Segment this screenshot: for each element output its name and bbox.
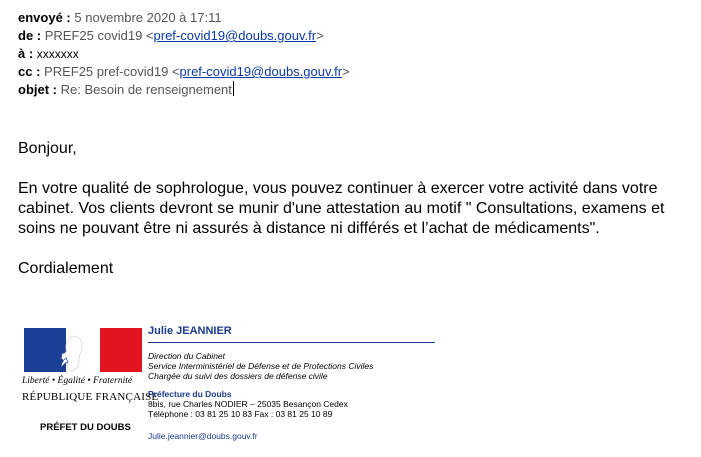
from-end: > — [316, 28, 324, 43]
devise-text: Liberté • Égalité • Fraternité — [22, 376, 133, 386]
message-body — [18, 139, 688, 279]
marianne-icon — [52, 332, 92, 372]
republique-text: RÉPUBLIQUE FRANÇAISE — [22, 391, 159, 403]
signature-email[interactable]: Julie.jeannier@doubs.gouv.fr — [148, 431, 258, 441]
to-value: xxxxxxx — [36, 47, 79, 61]
office-name: Préfecture du Doubs — [148, 389, 232, 399]
text-cursor — [233, 81, 234, 96]
subject-label: objet : — [18, 82, 57, 97]
subject-value[interactable]: Re: Besoin de renseignement — [60, 82, 232, 97]
signature-name: Julie JEANNIER — [148, 325, 232, 337]
closing: Cordialement — [18, 260, 114, 277]
cc-email-link[interactable]: pref-covid19@doubs.gouv.fr — [179, 64, 343, 79]
signature-role — [148, 351, 373, 381]
cc-name: PREF25 pref-covid19 < — [44, 64, 180, 79]
greeting: Bonjour, — [18, 140, 77, 157]
email-signature — [22, 320, 442, 457]
office-phone: Téléphone : 03 81 25 10 83 Fax : 03 81 25 10 89 — [148, 409, 333, 419]
prefet-text: PRÉFET DU DOUBS — [40, 422, 131, 433]
to-label: à : — [18, 46, 34, 61]
role-line: Direction du Cabinet — [148, 351, 226, 361]
cc-row — [18, 63, 350, 81]
flag-icon — [24, 328, 142, 372]
sent-row — [18, 9, 350, 27]
from-row — [18, 27, 350, 45]
from-name: PREF25 covid19 < — [44, 28, 154, 43]
from-label: de : — [18, 28, 42, 43]
message-paragraph: En votre qualité de sophrologue, vous pouvez continuer à exercer votre activité dans votre cabinet. Vos clients devront se munir d'une attestation au motif " Consultations, examens et soins ne pouvant être ni assurés à distance ni différés et l’achat de médicaments". — [18, 180, 665, 237]
signature-divider — [148, 342, 435, 343]
republique-francaise-logo — [22, 320, 159, 450]
sent-value: 5 novembre 2020 à 17:11 — [74, 10, 222, 25]
from-email-link[interactable]: pref-covid19@doubs.gouv.fr — [153, 28, 317, 43]
cc-label: cc : — [18, 64, 41, 79]
signature-office — [148, 389, 348, 419]
to-row — [18, 45, 350, 63]
sent-label: envoyé : — [18, 10, 71, 25]
cc-end: > — [342, 64, 350, 79]
email-headers — [18, 9, 350, 99]
role-line: Service Interministériel de Défense et de Protections Civiles — [148, 361, 374, 371]
subject-row — [18, 81, 350, 99]
role-line: Chargée du suivi des dossiers de défense civile — [148, 371, 328, 381]
office-address: 8bis, rue Charles NODIER – 25035 Besançon Cedex — [148, 399, 348, 409]
